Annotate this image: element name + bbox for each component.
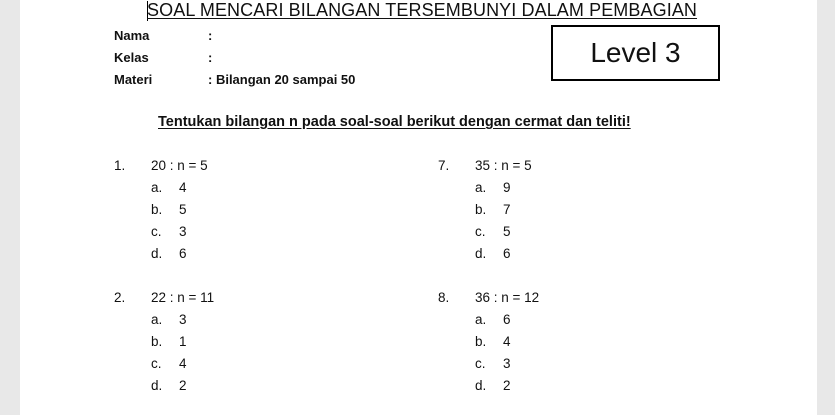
option-value: 6 [503, 312, 511, 327]
option-letter: d. [151, 246, 163, 261]
option-value: 7 [503, 202, 511, 217]
option-value: 1 [179, 334, 187, 349]
option-value: 2 [179, 378, 187, 393]
option-letter: b. [151, 202, 163, 217]
option-letter: d. [151, 378, 163, 393]
option-letter: c. [151, 224, 162, 239]
info-colon-kelas: : [208, 50, 213, 65]
question-number: 8. [438, 290, 450, 305]
level-box: Level 3 [551, 25, 720, 81]
info-label-materi: Materi [114, 72, 153, 87]
option-value: 4 [503, 334, 511, 349]
option-letter: a. [151, 180, 163, 195]
question-number: 1. [114, 158, 126, 173]
option-letter: b. [475, 202, 487, 217]
option-letter: d. [475, 246, 487, 261]
question-text: 35 : n = 5 [475, 158, 532, 173]
option-letter: a. [475, 312, 487, 327]
info-value-materi: : Bilangan 20 sampai 50 [208, 72, 356, 87]
option-value: 3 [179, 312, 187, 327]
question-text: 22 : n = 11 [151, 290, 215, 305]
instruction-text: Tentukan bilangan n pada soal-soal berikut dengan cermat dan teliti! [158, 114, 631, 130]
question-number: 7. [438, 158, 450, 173]
option-value: 4 [179, 180, 187, 195]
option-value: 2 [503, 378, 511, 393]
info-label-kelas: Kelas [114, 50, 149, 65]
option-value: 5 [179, 202, 187, 217]
document-page [20, 0, 817, 415]
option-letter: c. [475, 356, 486, 371]
option-value: 3 [503, 356, 511, 371]
worksheet-title: SOAL MENCARI BILANGAN TERSEMBUNYI DALAM PEMBAGIAN [147, 0, 698, 20]
option-letter: a. [475, 180, 487, 195]
option-letter: d. [475, 378, 487, 393]
option-value: 6 [503, 246, 511, 261]
info-colon-nama: : [208, 28, 213, 43]
question-text: 20 : n = 5 [151, 158, 208, 173]
option-value: 3 [179, 224, 187, 239]
info-label-nama: Nama [114, 28, 150, 43]
question-number: 2. [114, 290, 126, 305]
option-value: 4 [179, 356, 187, 371]
option-letter: c. [475, 224, 486, 239]
option-value: 9 [503, 180, 511, 195]
option-value: 5 [503, 224, 511, 239]
option-value: 6 [179, 246, 187, 261]
option-letter: b. [475, 334, 487, 349]
option-letter: a. [151, 312, 163, 327]
option-letter: b. [151, 334, 163, 349]
question-text: 36 : n = 12 [475, 290, 540, 305]
option-letter: c. [151, 356, 162, 371]
